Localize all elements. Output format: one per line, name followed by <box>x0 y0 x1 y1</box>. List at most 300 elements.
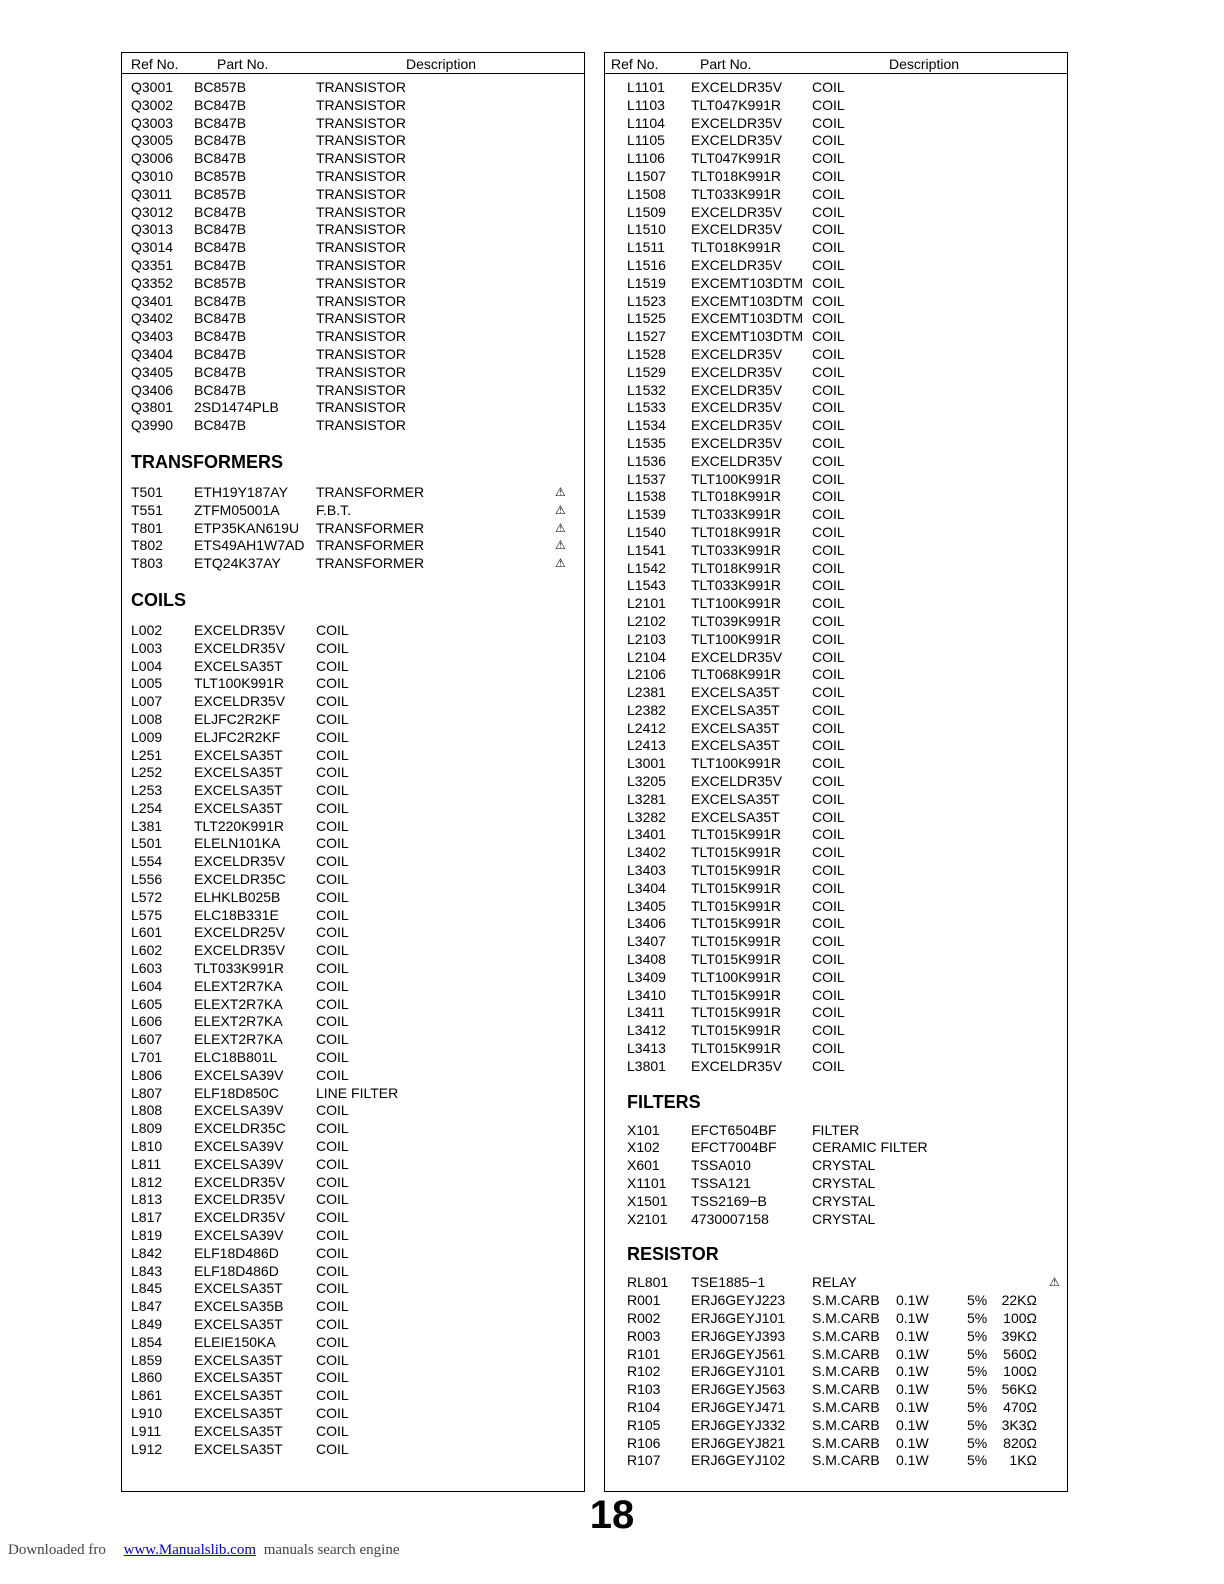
part-no: TLT015K991R <box>691 897 782 914</box>
part-no: EXCELSA35T <box>691 719 780 736</box>
part-no: BC847B <box>194 203 247 220</box>
description: COIL <box>812 523 845 540</box>
part-no: EXCELSA39V <box>194 1102 284 1119</box>
table-row <box>122 1209 584 1227</box>
part-no: ERJ6GEYJ101 <box>691 1363 786 1380</box>
description: COIL <box>812 185 845 202</box>
part-no: ERJ6GEYJ471 <box>691 1398 786 1415</box>
table-row <box>605 613 1067 631</box>
ref-no: L819 <box>131 1227 163 1244</box>
table-row <box>605 1040 1067 1058</box>
part-no: EXCELDR35V <box>691 648 783 665</box>
table-row <box>122 818 584 836</box>
ref-no: L003 <box>131 639 163 656</box>
table-row <box>122 711 584 729</box>
ref-no: L3406 <box>627 915 666 932</box>
part-no: BC847B <box>194 150 247 167</box>
ref-no: L1527 <box>627 328 666 345</box>
table-row <box>122 747 584 765</box>
description: COIL <box>316 1227 349 1244</box>
part-no: BC847B <box>194 381 247 398</box>
description: COIL <box>812 737 845 754</box>
description: COIL <box>812 915 845 932</box>
part-no: TLT015K991R <box>691 986 782 1003</box>
part-no: TLT018K991R <box>691 239 782 256</box>
table-row <box>122 1405 584 1423</box>
description: COIL <box>812 755 845 772</box>
ref-no: L3403 <box>627 862 666 879</box>
description: S.M.CARB <box>812 1416 880 1433</box>
description: COIL <box>812 132 845 149</box>
table-row <box>605 880 1067 898</box>
description: COIL <box>316 942 349 959</box>
description: COIL <box>316 888 349 905</box>
ref-no: L004 <box>131 657 163 674</box>
resistance-value: 470Ω <box>1003 1398 1037 1415</box>
part-no: BC847B <box>194 310 247 327</box>
ref-no: X2101 <box>627 1210 668 1227</box>
ref-no: L381 <box>131 817 163 834</box>
part-no: ETH19Y187AY <box>194 483 288 500</box>
ref-no: L811 <box>131 1155 162 1172</box>
table-row <box>605 755 1067 773</box>
table-row <box>122 1102 584 1120</box>
part-no: EXCELSA39V <box>194 1138 284 1155</box>
table-row <box>122 889 584 907</box>
part-no: EXCELSA35T <box>194 1369 283 1386</box>
description: COIL <box>316 817 349 834</box>
table-row <box>122 204 584 222</box>
tolerance: 5% <box>967 1381 988 1398</box>
description: COIL <box>812 114 845 131</box>
table-row <box>122 382 584 400</box>
description: COIL <box>812 399 845 416</box>
ref-no: L1104 <box>627 114 665 131</box>
table-row <box>605 132 1067 150</box>
description: TRANSISTOR <box>316 417 406 434</box>
ref-no: R107 <box>627 1452 661 1469</box>
part-no: BC847B <box>194 256 247 273</box>
resistance-value: 820Ω <box>1003 1434 1037 1451</box>
description: COIL <box>316 1351 349 1368</box>
description: COIL <box>316 1209 349 1226</box>
part-no: BC847B <box>194 96 247 113</box>
wattage: 0.1W <box>896 1310 929 1326</box>
part-no: ERJ6GEYJ101 <box>691 1310 786 1326</box>
description: S.M.CARB <box>812 1345 880 1362</box>
resistance-value: 39KΩ <box>1001 1327 1037 1344</box>
description: TRANSISTOR <box>316 345 406 362</box>
ref-no: Q3401 <box>131 292 174 309</box>
ref-no: L3411 <box>627 1004 665 1021</box>
part-no: TLT100K991R <box>691 595 782 612</box>
part-no: TLT018K991R <box>691 488 782 505</box>
description: CERAMIC FILTER <box>812 1139 928 1156</box>
table-row <box>122 537 584 555</box>
description: COIL <box>812 221 845 238</box>
description: CRYSTAL <box>812 1210 876 1227</box>
description: COIL <box>812 541 845 558</box>
description: COIL <box>812 150 845 167</box>
ref-no: L1523 <box>627 292 666 309</box>
description: COIL <box>316 977 349 994</box>
ref-no: L910 <box>131 1404 163 1421</box>
description: COIL <box>812 630 845 647</box>
part-no: TLT033K991R <box>691 541 782 558</box>
ref-no: L813 <box>131 1191 163 1208</box>
ref-no: R001 <box>627 1292 661 1309</box>
description: COIL <box>316 1298 349 1315</box>
section-title: FILTERS <box>627 1091 701 1112</box>
ref-no: L008 <box>131 710 163 727</box>
part-no: ERJ6GEYJ563 <box>691 1381 786 1398</box>
ref-no: Q3352 <box>131 274 174 291</box>
ref-no: L911 <box>131 1422 162 1439</box>
part-no: EXCELDR35V <box>194 621 286 638</box>
table-row <box>605 951 1067 969</box>
ref-no: L860 <box>131 1369 163 1386</box>
part-no: TLT015K991R <box>691 862 782 879</box>
table-row <box>122 132 584 150</box>
part-no: BC847B <box>194 417 247 434</box>
ref-no: L2103 <box>627 630 666 647</box>
part-no: 4730007158 <box>691 1210 769 1227</box>
ref-no: L005 <box>131 675 163 692</box>
table-row <box>605 542 1067 560</box>
description: COIL <box>316 621 349 638</box>
description: CRYSTAL <box>812 1157 876 1174</box>
description: CRYSTAL <box>812 1175 876 1192</box>
description: COIL <box>316 995 349 1012</box>
part-no: EXCELDR35V <box>691 256 783 273</box>
table-row <box>122 1013 584 1031</box>
tolerance: 5% <box>967 1327 988 1344</box>
ref-no: L007 <box>131 693 163 710</box>
description: COIL <box>316 906 349 923</box>
footer-suffix: manuals search engine <box>263 1542 400 1558</box>
description: COIL <box>316 871 349 888</box>
table-row <box>605 1211 1067 1229</box>
table-row <box>122 186 584 204</box>
header-part: Part No. <box>700 56 752 72</box>
description: COIL <box>812 862 845 879</box>
ref-no: L2106 <box>627 666 666 683</box>
description: COIL <box>316 1333 349 1350</box>
table-row <box>605 844 1067 862</box>
ref-no: L3402 <box>627 844 666 861</box>
ref-no: L1528 <box>627 345 666 362</box>
tolerance: 5% <box>967 1345 988 1362</box>
ref-no: L1534 <box>627 417 666 434</box>
part-no: ERJ6GEYJ821 <box>691 1434 786 1451</box>
table-row <box>122 1334 584 1352</box>
part-no: BC857B <box>194 274 247 291</box>
tolerance: 5% <box>967 1434 988 1451</box>
table-row <box>605 1310 1067 1328</box>
description: TRANSISTOR <box>316 363 406 380</box>
table-row <box>605 488 1067 506</box>
description: COIL <box>812 844 845 861</box>
ref-no: L3413 <box>627 1040 666 1057</box>
table-row <box>122 978 584 996</box>
part-no: ERJ6GEYJ332 <box>691 1416 786 1433</box>
ref-no: L556 <box>131 871 163 888</box>
part-no: EXCELDR35V <box>194 1173 286 1190</box>
footer <box>8 1542 400 1559</box>
description: COIL <box>812 666 845 683</box>
footer-link[interactable]: www.Manualslib.com <box>123 1542 256 1558</box>
wattage: 0.1W <box>896 1292 929 1309</box>
description: COIL <box>316 1262 349 1279</box>
table-row <box>605 560 1067 578</box>
part-no: EXCELSA39V <box>194 1155 284 1172</box>
description: COIL <box>812 292 845 309</box>
table-row <box>122 115 584 133</box>
ref-no: Q3801 <box>131 399 174 416</box>
wattage: 0.1W <box>896 1398 929 1415</box>
ref-no: L501 <box>131 835 163 852</box>
ref-no: R105 <box>627 1416 661 1433</box>
part-no: EXCELSA35B <box>194 1298 284 1315</box>
table-row <box>605 506 1067 524</box>
description: COIL <box>812 203 845 220</box>
ref-no: L3801 <box>627 1057 666 1074</box>
ref-no: L3281 <box>627 790 666 807</box>
table-row <box>605 1417 1067 1435</box>
description: COIL <box>316 746 349 763</box>
table-row <box>605 204 1067 222</box>
resistance-value: 56KΩ <box>1001 1381 1037 1398</box>
description: COIL <box>812 790 845 807</box>
table-row <box>122 871 584 889</box>
table-row <box>605 1022 1067 1040</box>
ref-no: Q3011 <box>131 185 172 202</box>
part-no: TLT015K991R <box>691 951 782 968</box>
part-no: EXCELSA35T <box>691 790 780 807</box>
table-row <box>605 399 1067 417</box>
ref-no: L3001 <box>627 755 666 772</box>
part-no: TLT033K991R <box>691 577 782 594</box>
part-no: TLT033K991R <box>194 960 285 977</box>
ref-no: L817 <box>131 1209 163 1226</box>
table-row <box>605 1193 1067 1211</box>
ref-no: L607 <box>131 1031 163 1048</box>
table-row <box>605 150 1067 168</box>
description: COIL <box>316 675 349 692</box>
table-row <box>122 1085 584 1103</box>
ref-no: L1525 <box>627 310 666 327</box>
part-no: ELEXT2R7KA <box>194 1031 283 1048</box>
table-row <box>605 1157 1067 1175</box>
table-row <box>122 1280 584 1298</box>
description: COIL <box>812 1040 845 1057</box>
table-row <box>605 987 1067 1005</box>
description: COIL <box>316 693 349 710</box>
part-no: ELF18D850C <box>194 1084 279 1101</box>
ref-no: L912 <box>131 1440 163 1457</box>
ref-no: Q3403 <box>131 328 174 345</box>
ref-no: T801 <box>131 519 163 536</box>
table-row <box>122 1387 584 1405</box>
description: TRANSFORMER <box>316 519 425 536</box>
ref-no: L845 <box>131 1280 163 1297</box>
resistance-value: 560Ω <box>1003 1345 1037 1362</box>
tolerance: 5% <box>967 1363 988 1380</box>
table-row <box>605 826 1067 844</box>
description: TRANSFORMER <box>316 537 425 554</box>
table-row <box>605 310 1067 328</box>
part-no: EXCELSA35T <box>194 657 283 674</box>
right-parts-table <box>604 52 1068 1492</box>
part-no: EXCELDR35C <box>194 871 286 888</box>
ref-no: L812 <box>131 1173 163 1190</box>
ref-no: L1540 <box>627 523 666 540</box>
ref-no: Q3405 <box>131 363 174 380</box>
ref-no: Q3406 <box>131 381 174 398</box>
header-ref: Ref No. <box>131 56 179 72</box>
part-no: TSSA121 <box>691 1175 751 1192</box>
ref-no: Q3003 <box>131 114 174 131</box>
description: COIL <box>316 799 349 816</box>
table-row <box>122 658 584 676</box>
table-row <box>605 737 1067 755</box>
ref-no: R003 <box>627 1327 661 1344</box>
description: COIL <box>812 417 845 434</box>
ref-no: L1529 <box>627 363 666 380</box>
ref-no: X601 <box>627 1157 660 1174</box>
table-row <box>605 791 1067 809</box>
table-row <box>122 293 584 311</box>
table-row <box>605 809 1067 827</box>
part-no: ELEIE150KA <box>194 1333 276 1350</box>
table-row <box>605 1058 1067 1076</box>
ref-no: T803 <box>131 555 163 572</box>
table-row <box>605 1363 1067 1381</box>
part-no: BC857B <box>194 185 247 202</box>
part-no: EXCELSA35T <box>194 1422 283 1439</box>
part-no: EXCELSA35T <box>194 1440 283 1457</box>
wattage: 0.1W <box>896 1345 929 1362</box>
description: COIL <box>812 79 845 95</box>
description: TRANSISTOR <box>316 221 406 238</box>
table-row <box>605 969 1067 987</box>
table-row <box>122 1298 584 1316</box>
description: COIL <box>316 1013 349 1030</box>
description: COIL <box>316 1387 349 1404</box>
table-row <box>122 555 584 573</box>
table-row <box>122 996 584 1014</box>
ref-no: L1516 <box>627 256 666 273</box>
ref-no: Q3012 <box>131 203 174 220</box>
table-row <box>122 960 584 978</box>
wattage: 0.1W <box>896 1434 929 1451</box>
ref-no: L1536 <box>627 452 666 469</box>
description: COIL <box>316 657 349 674</box>
table-row <box>605 364 1067 382</box>
ref-no: L1103 <box>627 96 665 113</box>
description: COIL <box>316 1191 349 1208</box>
part-no: BC847B <box>194 114 247 131</box>
table-row <box>122 417 584 435</box>
ref-no: L2101 <box>627 595 666 612</box>
table-row <box>605 595 1067 613</box>
description: TRANSISTOR <box>316 79 406 95</box>
table-row <box>122 1120 584 1138</box>
ref-no: L1541 <box>627 541 666 558</box>
description: TRANSFORMER <box>316 483 425 500</box>
ref-no: L3409 <box>627 968 666 985</box>
ref-no: L810 <box>131 1138 163 1155</box>
left-rows <box>122 74 584 1458</box>
table-row <box>605 97 1067 115</box>
section-title: RESISTOR <box>627 1244 719 1265</box>
part-no: TLT100K991R <box>691 470 782 487</box>
table-row <box>122 1369 584 1387</box>
description: LINE FILTER <box>316 1084 399 1101</box>
description: COIL <box>316 1316 349 1332</box>
part-no: EXCELSA35T <box>194 799 283 816</box>
part-no: EXCELDR25V <box>194 924 286 941</box>
table-row <box>122 1067 584 1085</box>
table-row <box>605 417 1067 435</box>
description: TRANSISTOR <box>316 399 406 416</box>
description: COIL <box>316 782 349 799</box>
wattage: 0.1W <box>896 1363 929 1380</box>
description: RELAY <box>812 1274 857 1291</box>
table-row <box>122 764 584 782</box>
table-row <box>122 1263 584 1281</box>
part-no: EXCELDR35V <box>691 381 783 398</box>
part-no: EXCELDR35V <box>691 1057 783 1074</box>
table-row <box>122 622 584 640</box>
table-row <box>122 1352 584 1370</box>
ref-no: L3407 <box>627 933 666 950</box>
table-row <box>605 115 1067 133</box>
table-row <box>605 631 1067 649</box>
table-row <box>605 1175 1067 1193</box>
part-no: TLT100K991R <box>691 755 782 772</box>
description: COIL <box>812 951 845 968</box>
ref-no: L575 <box>131 906 163 923</box>
ref-no: Q3006 <box>131 150 174 167</box>
description: COIL <box>812 434 845 451</box>
description: TRANSISTOR <box>316 167 406 184</box>
description: COIL <box>812 256 845 273</box>
tolerance: 5% <box>967 1452 988 1469</box>
description: COIL <box>812 773 845 790</box>
part-no: EXCEMT103DTM <box>691 292 804 309</box>
description: COIL <box>812 328 845 345</box>
description: COIL <box>812 363 845 380</box>
description: COIL <box>812 1022 845 1039</box>
safety-warning-icon: ⚠ <box>555 484 566 499</box>
part-no: BC847B <box>194 132 247 149</box>
ref-no: L1543 <box>627 577 666 594</box>
part-no: EXCELSA35T <box>194 764 283 781</box>
table-row <box>605 435 1067 453</box>
description: TRANSISTOR <box>316 150 406 167</box>
table-row <box>122 1031 584 1049</box>
part-no: EXCELSA35T <box>194 1387 283 1404</box>
description: TRANSISTOR <box>316 310 406 327</box>
part-no: EXCELDR35C <box>194 1120 286 1137</box>
ref-no: X1101 <box>627 1175 667 1192</box>
ref-no: L847 <box>131 1298 163 1315</box>
table-row <box>122 1156 584 1174</box>
ref-no: L1535 <box>627 434 666 451</box>
ref-no: R104 <box>627 1398 661 1415</box>
part-no: TLT015K991R <box>691 1022 782 1039</box>
